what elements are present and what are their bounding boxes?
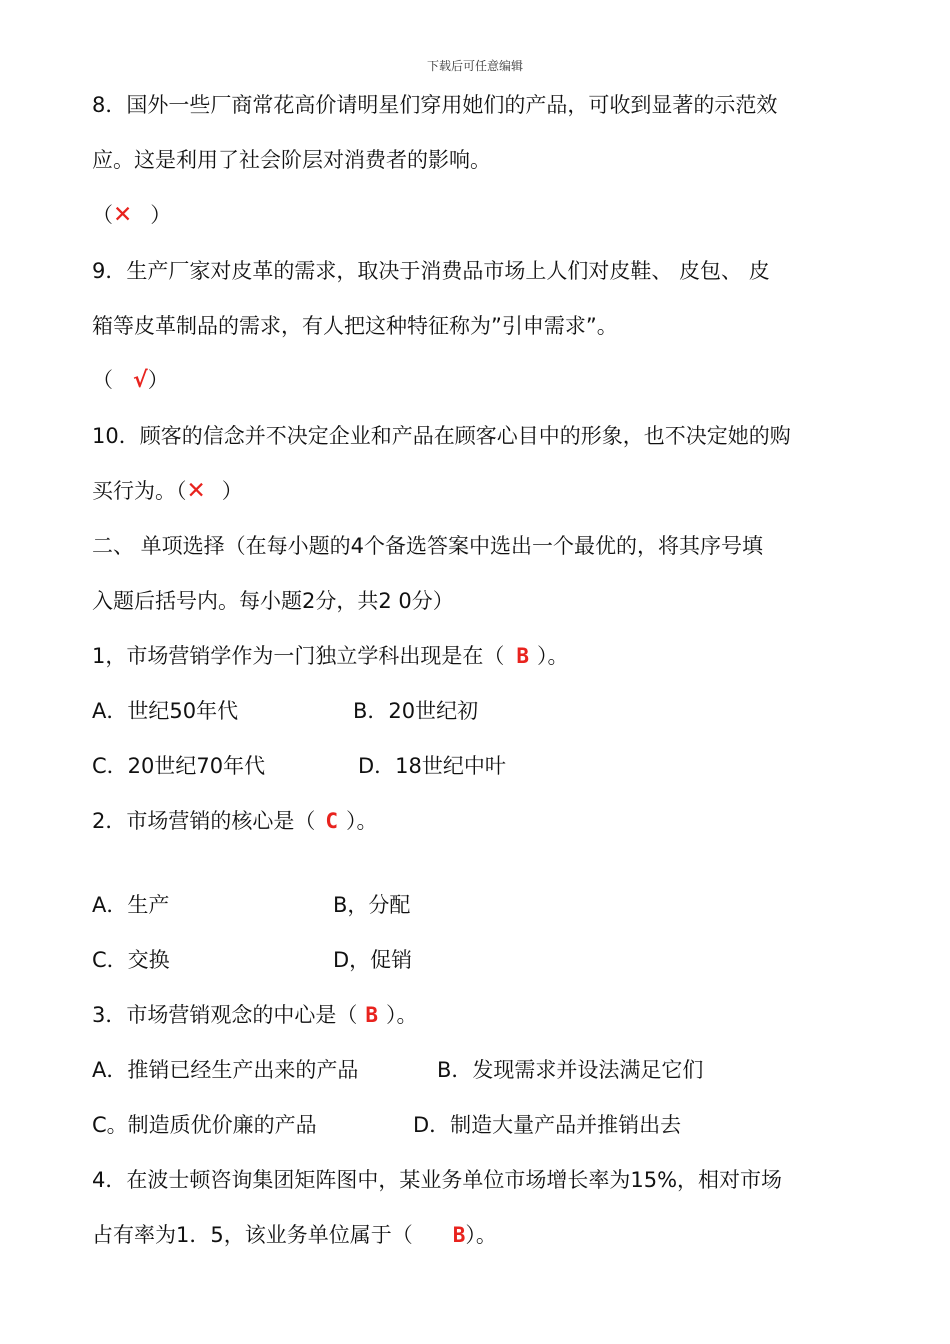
mc3-stem: [92, 1001, 418, 1029]
mc1-option-d: D．18世纪中叶: [358, 754, 506, 778]
mc1-stem-end: ）。: [537, 644, 569, 668]
mc2-option-c: C．交换: [92, 948, 170, 972]
q8-close-paren: ）: [150, 203, 172, 227]
mc1-option-b: B．20世纪初: [353, 699, 479, 723]
mc1-stem-text: 1，市场营销学作为一门独立学科出现是在（: [92, 644, 505, 668]
mc3-option-b: B．发现需求并设法满足它们: [437, 1058, 704, 1082]
mc4-line2: [92, 1221, 497, 1249]
q10-line2: [92, 477, 243, 505]
mc3-option-c: C。制造质优价廉的产品: [92, 1113, 317, 1137]
mc2-stem-end: ）。: [346, 809, 378, 833]
mc1-option-a: A．世纪50年代: [92, 699, 239, 723]
section2-heading-line2: 入题后括号内。每小题2分，共2 0分）: [92, 589, 454, 613]
cross-mark-icon: ✕: [186, 478, 206, 504]
page-header: 下载后可任意编辑: [426, 59, 523, 73]
q8-line1: 8．国外一些厂商常花高价请明星们穿用她们的产品，可收到显著的示范效: [92, 93, 778, 117]
mc1-answer: B: [516, 644, 530, 668]
mc3-option-d: D．制造大量产品并推销出去: [413, 1113, 682, 1137]
cross-mark-icon: ✕: [113, 202, 133, 228]
mc3-stem-text: 3．市场营销观念的中心是（: [92, 1003, 358, 1027]
q9-open-paren: （: [92, 368, 113, 392]
mc3-answer: B: [365, 1003, 379, 1027]
mc4-line1: 4．在波士顿咨询集团矩阵图中，某业务单位市场增长率为15%，相对市场: [92, 1168, 783, 1192]
q10-close-paren: ）: [221, 479, 243, 503]
check-mark-icon: √: [133, 368, 148, 393]
mc4-line2-end: ）。: [465, 1223, 497, 1247]
mc3-stem-end: ）。: [386, 1003, 418, 1027]
q9-judgement: [92, 366, 169, 395]
mc2-stem: [92, 807, 378, 835]
mc2-option-b: B，分配: [333, 893, 411, 917]
mc2-option-d: D，促销: [333, 948, 413, 972]
q8-judgement: [92, 201, 171, 229]
mc4-line2-text: 占有率为1．5，该业务单位属于（: [92, 1223, 413, 1247]
mc2-stem-text: 2．市场营销的核心是（: [92, 809, 316, 833]
q8-line2: 应。这是利用了社会阶层对消费者的影响。: [92, 148, 491, 172]
mc3-option-a: A．推销已经生产出来的产品: [92, 1058, 359, 1082]
mc1-stem: [92, 642, 569, 670]
mc2-option-a: A．生产: [92, 893, 170, 917]
mc4-answer: B: [452, 1223, 466, 1247]
mc2-answer: C: [325, 809, 339, 833]
q9-line1: 9．生产厂家对皮革的需求，取决于消费品市场上人们对皮鞋、 皮包、 皮: [92, 259, 770, 283]
q10-line2-text: 买行为。（: [92, 479, 187, 503]
mc1-option-c: C．20世纪70年代: [92, 754, 266, 778]
q9-line2: 箱等皮革制品的需求，有人把这种特征称为”引申需求”。: [92, 314, 618, 338]
section2-heading-line1: 二、 单项选择（在每小题的4个备选答案中选出一个最优的，将其序号填: [92, 534, 764, 558]
q10-line1: 10．顾客的信念并不决定企业和产品在顾客心目中的形象，也不决定她的购: [92, 424, 791, 448]
q8-open-paren: （: [92, 203, 113, 227]
q9-close-paren: ）: [147, 368, 169, 392]
